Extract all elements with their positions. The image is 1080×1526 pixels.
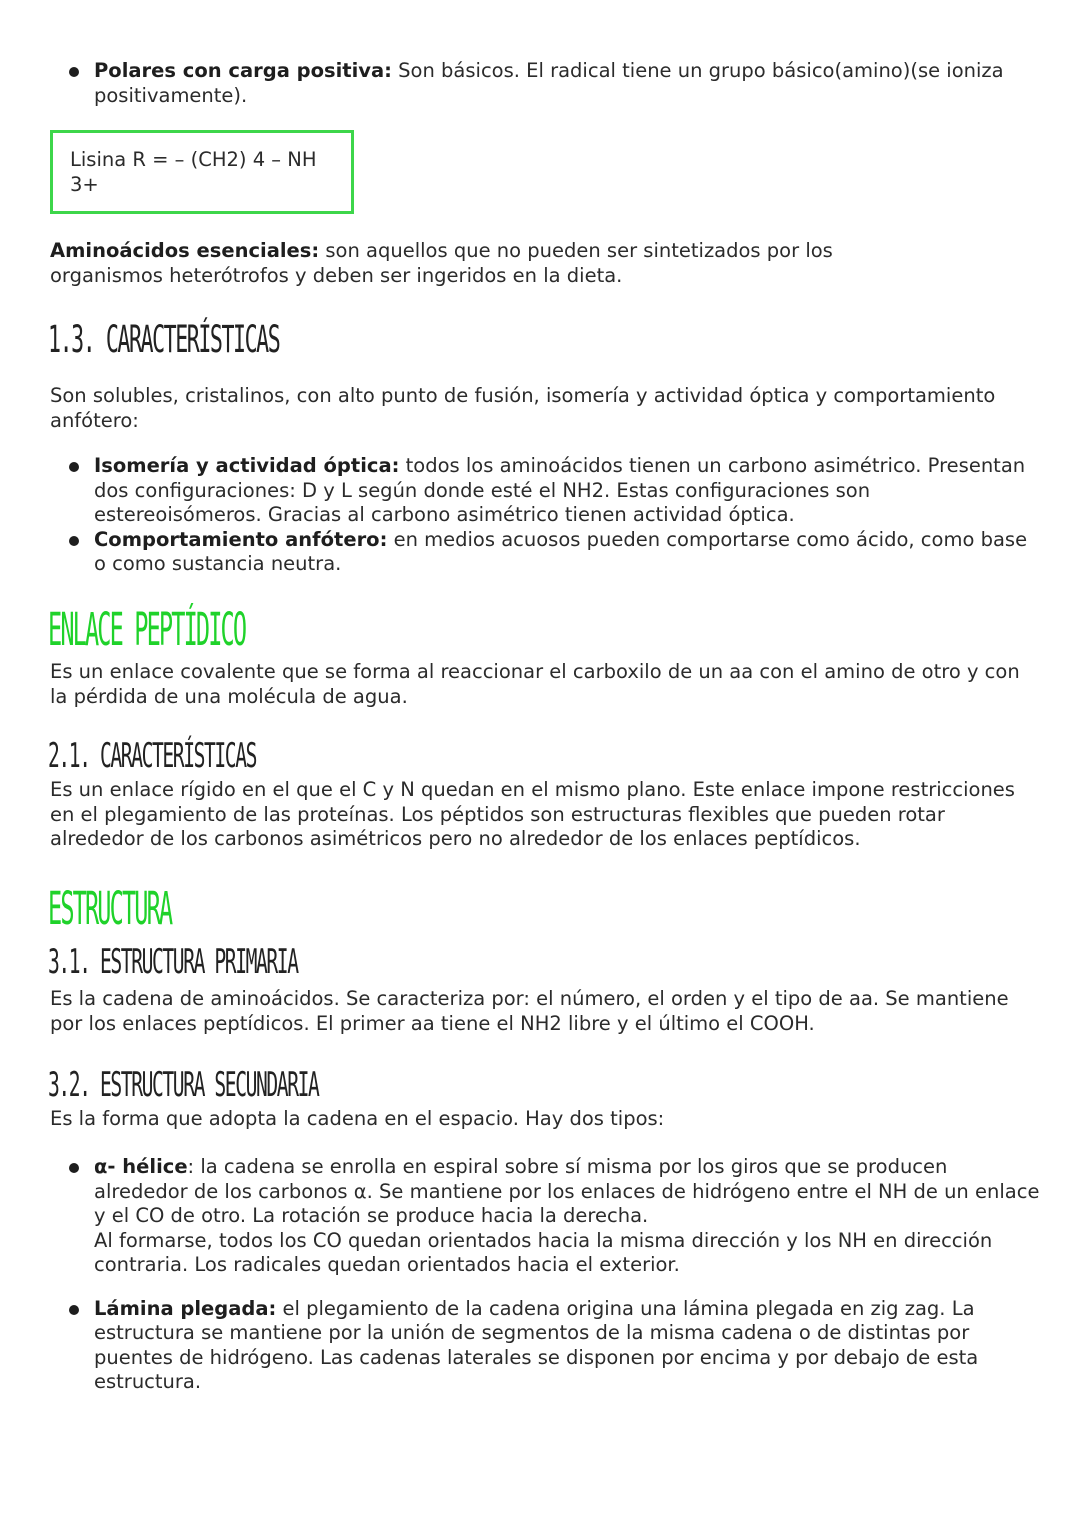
bullet-alfa-text: : la cadena se enrolla en espiral sobre sí misma por los giros que se producen alrededor de los carbonos α. Se mantiene por los enlaces de hidrógeno entre el NH de un enlace y el CO de otro. La rotación se produce hacia la derecha. bbox=[94, 1155, 1040, 1227]
bullet-list-caracteristicas bbox=[50, 454, 1040, 577]
bullet-dot-icon bbox=[69, 536, 79, 546]
bullet-dot-icon bbox=[69, 1163, 79, 1173]
bullet-dot-icon bbox=[69, 462, 79, 472]
bullet-anfotero-label: Comportamiento anfótero: bbox=[94, 527, 388, 551]
section-3-2-intro: Es la forma que adopta la cadena en el espacio. Hay dos tipos: bbox=[50, 1107, 665, 1130]
bullet-polares bbox=[50, 59, 1030, 108]
bullet-lamina-label: Lámina plegada: bbox=[94, 1296, 277, 1320]
section-3-2-heading: 3.2. ESTRUCTURA SECUNDARIA bbox=[48, 1065, 319, 1105]
bullet-anfotero bbox=[50, 528, 1040, 577]
bullet-list-polares bbox=[50, 59, 1030, 108]
section-1-3-intro: Son solubles, cristalinos, con alto punto de fusión, isomería y actividad óptica y comportamiento anfótero: bbox=[50, 384, 996, 432]
esenciales-paragraph bbox=[50, 239, 950, 288]
lisina-charge: 3+ bbox=[70, 173, 99, 196]
bullet-alfa-label: α- hélice bbox=[94, 1155, 188, 1178]
section-2-1-paragraph: Es un enlace rígido en el que el C y N quedan en el mismo plano. Este enlace impone restricciones en el plegamiento de las proteínas. Los péptidos son estructuras flexibles que pueden rotar alrededor de los carbonos asimétricos pero no alrededor de los enlaces peptídicos. bbox=[50, 778, 1015, 850]
bullet-isomeria-text: todos los aminoácidos tienen un carbono asimétrico. Presentan dos configuraciones: D y L según donde esté el NH2. Estas configuraciones son estereoisómeros. Gracias al carbono asimétrico tienen actividad óptica. bbox=[94, 454, 1026, 526]
bullet-polares-text: Son básicos. El radical tiene un grupo básico(amino)(se ioniza positivamente). bbox=[94, 59, 1004, 107]
section-2-1-heading: 2.1. CARACTERÍSTICAS bbox=[48, 736, 257, 776]
bullet-dot-icon bbox=[69, 67, 79, 77]
bullet-isomeria bbox=[50, 454, 1040, 528]
bullet-lamina-plegada bbox=[50, 1297, 1040, 1395]
enlace-heading: ENLACE PEPTÍDICO bbox=[48, 603, 246, 656]
bullet-alfa-text-2: Al formarse, todos los CO quedan orientados hacia la misma dirección y los NH en dirección contraria. Los radicales quedan orientados hacia el exterior. bbox=[94, 1228, 993, 1276]
bullet-isomeria-label: Isomería y actividad óptica: bbox=[94, 454, 400, 477]
bullet-list-secundaria bbox=[50, 1155, 1040, 1395]
lisina-formula: Lisina R = – (CH2) 4 – NH bbox=[70, 148, 317, 171]
estructura-heading: ESTRUCTURA bbox=[48, 882, 172, 935]
esenciales-label: Aminoácidos esenciales: bbox=[50, 239, 320, 262]
bullet-anfotero-text: en medios acuosos pueden comportarse como ácido, como base o como sustancia neutra. bbox=[94, 527, 1028, 575]
lisina-box bbox=[50, 130, 354, 214]
esenciales-text: son aquellos que no pueden ser sintetizados por los organismos heterótrofos y deben ser ingeridos en la dieta. bbox=[50, 239, 833, 287]
enlace-paragraph: Es un enlace covalente que se forma al reaccionar el carboxilo de un aa con el amino de otro y con la pérdida de una molécula de agua. bbox=[50, 660, 1020, 708]
section-3-1-heading: 3.1. ESTRUCTURA PRIMARIA bbox=[48, 942, 298, 982]
section-3-1-paragraph: Es la cadena de aminoácidos. Se caracteriza por: el número, el orden y el tipo de aa. Se mantiene por los enlaces peptídicos. El primer aa tiene el NH2 libre y el último el COOH. bbox=[50, 987, 1009, 1035]
bullet-alfa-helice bbox=[50, 1155, 1040, 1278]
bullet-dot-icon bbox=[69, 1305, 79, 1315]
bullet-polares-label: Polares con carga positiva: bbox=[94, 59, 392, 82]
bullet-lamina-text: el plegamiento de la cadena origina una lámina plegada en zig zag. La estructura se mantiene por la unión de segmentos de la misma cadena o de distintas por puentes de hidrógeno. Las cadenas laterales se disponen por encima y por debajo de esta estructura. bbox=[94, 1296, 979, 1393]
section-1-3-heading: 1.3. CARACTERÍSTICAS bbox=[48, 318, 280, 362]
